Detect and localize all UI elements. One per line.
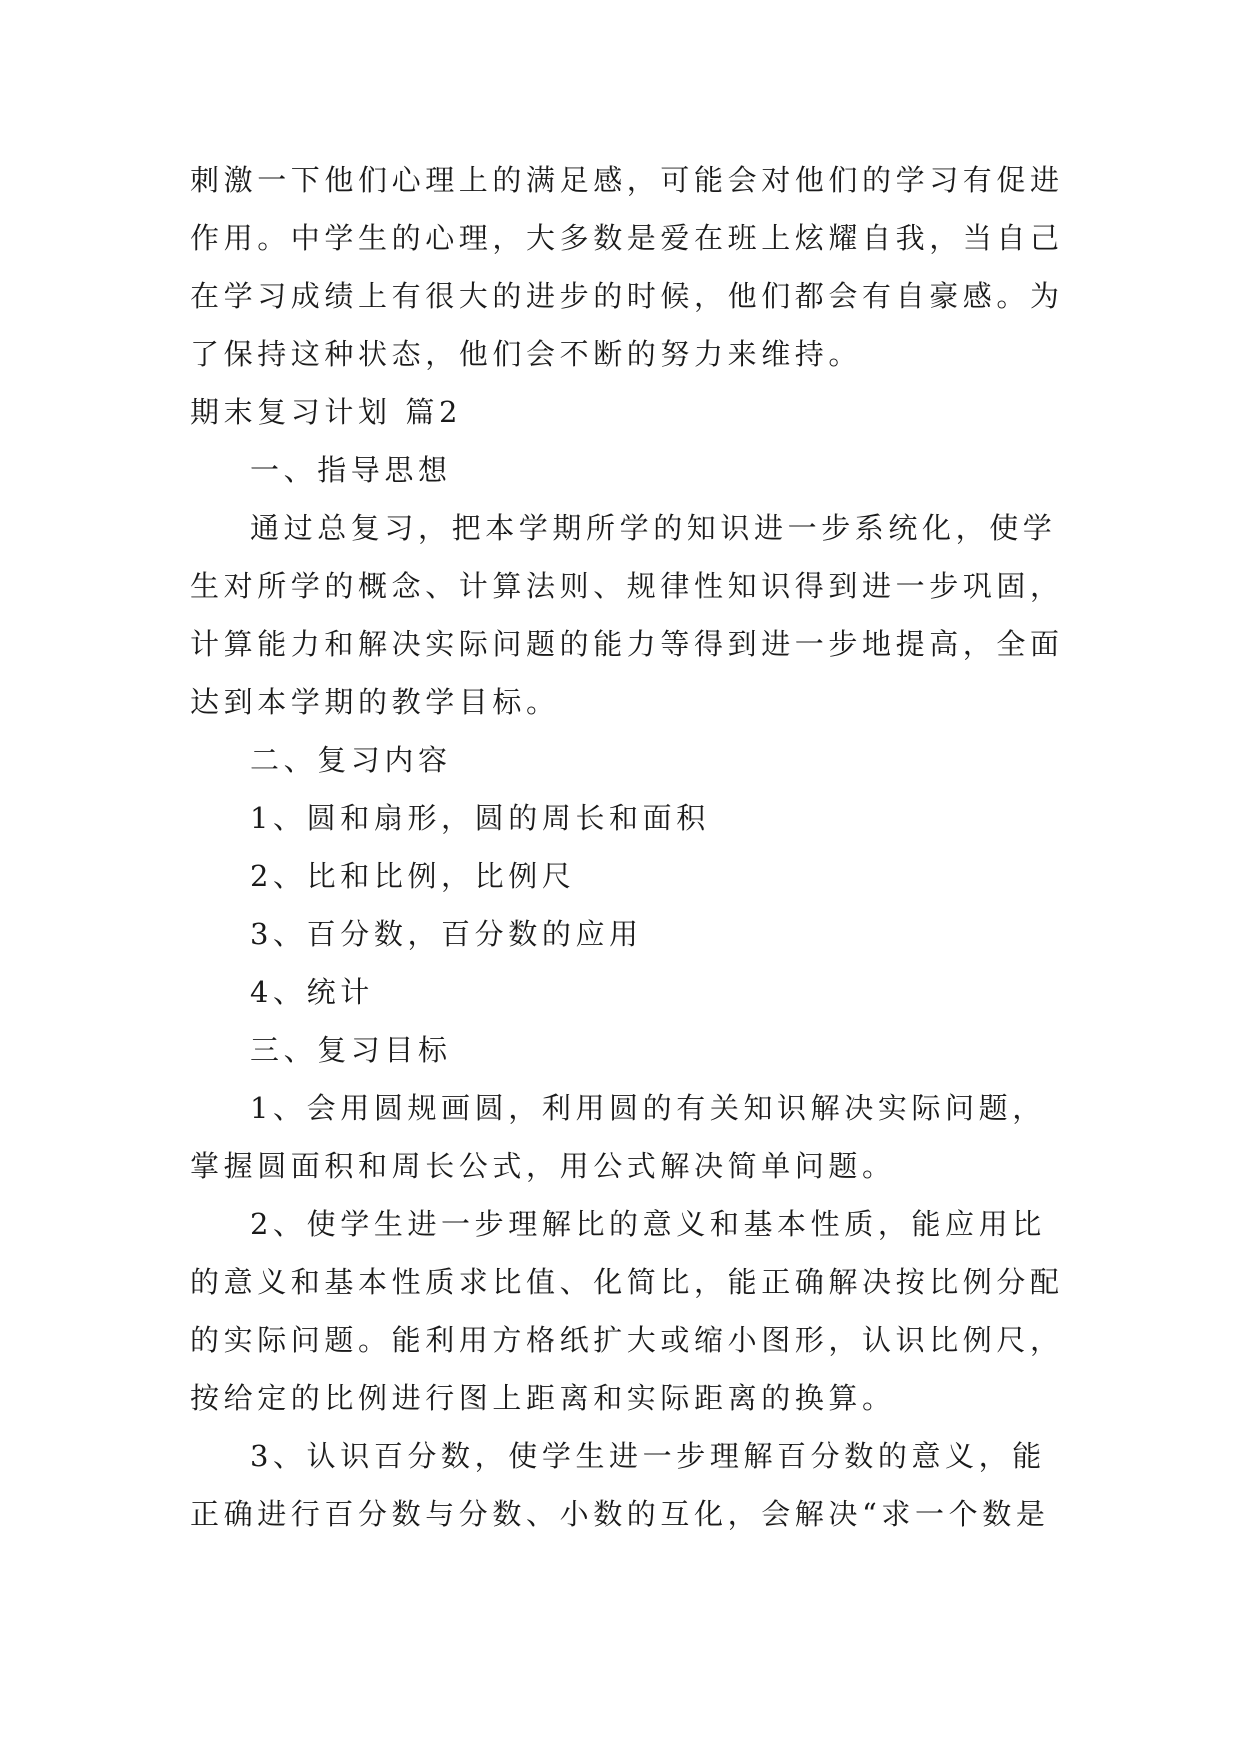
paragraph-line: 达到本学期的教学目标。 bbox=[190, 685, 560, 719]
heading-review-goals: 三、复习目标 bbox=[250, 1033, 452, 1067]
paragraph-line: 2、使学生进一步理解比的意义和基本性质，能应用比 bbox=[250, 1207, 1046, 1241]
paragraph-line: 生对所学的概念、计算法则、规律性知识得到进一步巩固， bbox=[190, 569, 1064, 603]
heading-review-content: 二、复习内容 bbox=[250, 743, 452, 777]
paragraph-line: 了保持这种状态，他们会不断的努力来维持。 bbox=[190, 337, 863, 371]
list-item: 1、圆和扇形，圆的周长和面积 bbox=[250, 801, 710, 835]
list-item: 4、统计 bbox=[250, 975, 374, 1009]
list-item: 3、百分数，百分数的应用 bbox=[250, 917, 643, 951]
paragraph-line: 1、会用圆规画圆，利用圆的有关知识解决实际问题， bbox=[250, 1091, 1046, 1125]
paragraph-line: 计算能力和解决实际问题的能力等得到进一步地提高，全面 bbox=[190, 627, 1064, 661]
heading-guiding-ideology: 一、指导思想 bbox=[250, 453, 452, 487]
paragraph-line: 的实际问题。能利用方格纸扩大或缩小图形，认识比例尺， bbox=[190, 1323, 1064, 1357]
paragraph-line: 正确进行百分数与分数、小数的互化，会解决“求一个数是 bbox=[190, 1497, 1050, 1531]
paragraph-line: 按给定的比例进行图上距离和实际距离的换算。 bbox=[190, 1381, 896, 1415]
paragraph-line: 刺激一下他们心理上的满足感，可能会对他们的学习有促进 bbox=[190, 163, 1064, 197]
paragraph-line: 的意义和基本性质求比值、化简比，能正确解决按比例分配 bbox=[190, 1265, 1064, 1299]
paragraph-line: 在学习成绩上有很大的进步的时候，他们都会有自豪感。为 bbox=[190, 279, 1064, 313]
paragraph-line: 3、认识百分数，使学生进一步理解百分数的意义，能 bbox=[250, 1439, 1046, 1473]
paragraph-line: 作用。中学生的心理，大多数是爱在班上炫耀自我，当自己 bbox=[190, 221, 1064, 255]
list-item: 2、比和比例，比例尺 bbox=[250, 859, 576, 893]
paragraph-line: 通过总复习，把本学期所学的知识进一步系统化，使学 bbox=[250, 511, 1057, 545]
paragraph-line: 掌握圆面积和周长公式，用公式解决简单问题。 bbox=[190, 1149, 896, 1183]
section-title: 期末复习计划 篇2 bbox=[190, 395, 463, 429]
